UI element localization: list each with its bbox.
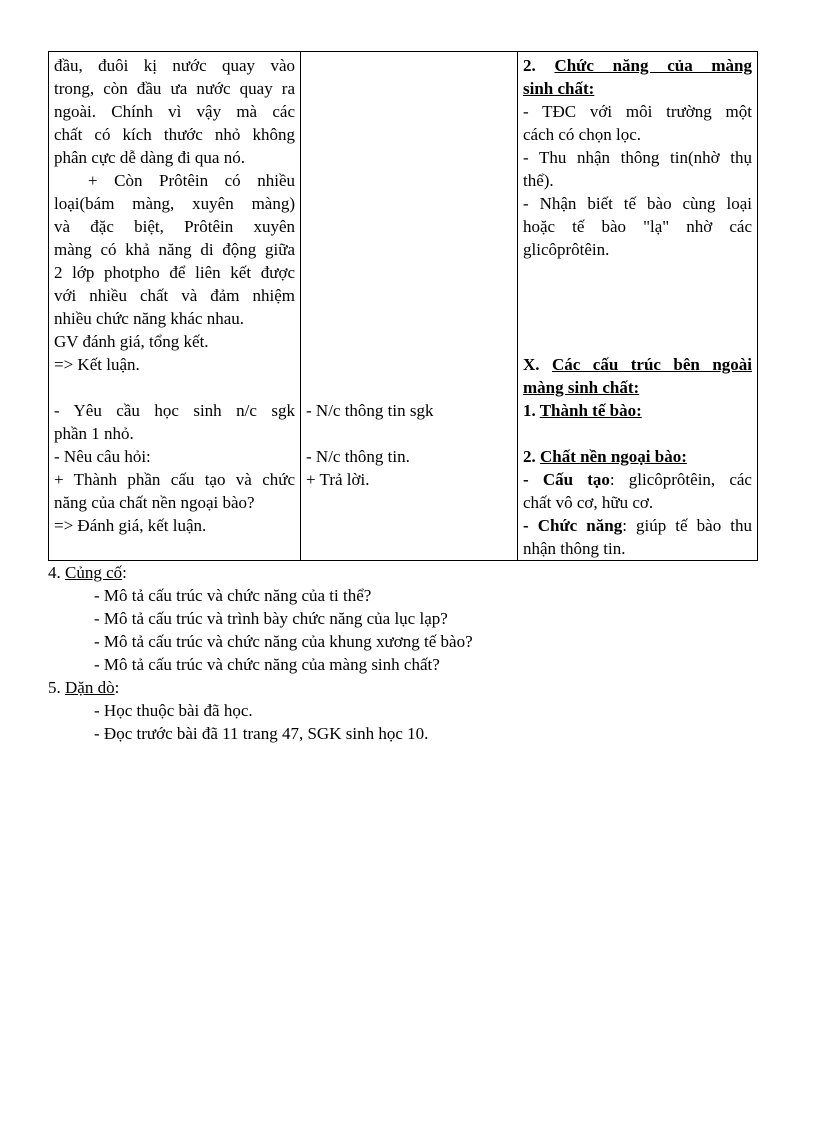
consolidate-section <box>48 561 758 676</box>
teacher-line: đầu, đuôi kị nước quay vào <box>54 56 295 75</box>
teacher-line: trong, còn đầu ưa nước quay ra <box>54 79 295 98</box>
teacher-line: GV đánh giá, tổng kết. <box>54 332 209 351</box>
teacher-line: phân cực dễ dàng đi qua nó. <box>54 148 245 167</box>
teacher-line: phần 1 nhỏ. <box>54 424 134 443</box>
content-line: nhận thông tin. <box>523 539 626 558</box>
teacher-line: nhiều chức năng khác nhau. <box>54 309 245 328</box>
section-heading: 2. Chức năng của màng <box>523 56 752 75</box>
student-line: + Trả lời. <box>306 470 370 489</box>
section-heading-cont: màng sinh chất: <box>523 378 640 397</box>
teacher-line: => Kết luận. <box>54 355 140 374</box>
page <box>48 51 758 745</box>
teacher-line: với nhiều chất và đảm nhiệm <box>54 286 295 305</box>
table-row <box>49 52 758 561</box>
teacher-line: chất có kích thước nhỏ không <box>54 125 295 144</box>
teacher-line: màng có khả năng di động giữa <box>54 240 295 259</box>
teacher-line: và đặc biệt, Prôtêin xuyên <box>54 217 295 236</box>
list-item: - Mô tả cấu trúc và chức năng của ti thể? <box>94 586 372 605</box>
teacher-line: năng của chất nền ngoại bào? <box>54 493 255 512</box>
section-heading-cont: sinh chất: <box>523 79 595 98</box>
list-item: - Mô tả cấu trúc và chức năng của khung xương tế bào? <box>94 632 473 651</box>
subsection-heading: 1. Thành tế bào: <box>523 401 642 420</box>
content-cell <box>518 52 758 561</box>
content-line: - Cấu tạo: glicôprôtêin, các <box>523 470 752 489</box>
content-line: - Chức năng: giúp tế bào thu <box>523 516 752 535</box>
homework-section <box>48 676 758 745</box>
subsection-heading: 2. Chất nền ngoại bào: <box>523 447 687 466</box>
teacher-activity-cell <box>49 52 301 561</box>
consolidate-title: 4. Củng cố: <box>48 563 127 582</box>
teacher-line: - Nêu câu hỏi: <box>54 447 151 466</box>
student-activity-cell <box>301 52 518 561</box>
content-line: cách có chọn lọc. <box>523 125 641 144</box>
list-item: - Đọc trước bài đã 11 trang 47, SGK sinh học 10. <box>94 724 429 743</box>
content-line: chất vô cơ, hữu cơ. <box>523 493 654 512</box>
teacher-line: => Đánh giá, kết luận. <box>54 516 207 535</box>
content-line: - Nhận biết tế bào cùng loại <box>523 194 752 213</box>
list-item: - Học thuộc bài đã học. <box>94 701 253 720</box>
teacher-line: 2 lớp photpho để liên kết được <box>54 263 295 282</box>
teacher-line: + Còn Prôtêin có nhiều <box>88 171 295 190</box>
list-item: - Mô tả cấu trúc và chức năng của màng sinh chất? <box>94 655 440 674</box>
homework-title: 5. Dặn dò: <box>48 678 120 697</box>
list-item: - Mô tả cấu trúc và trình bày chức năng của lục lạp? <box>94 609 448 628</box>
content-line: glicôprôtêin. <box>523 240 610 259</box>
teacher-line: - Yêu cầu học sinh n/c sgk <box>54 401 295 420</box>
lesson-table <box>48 51 758 561</box>
teacher-line: + Thành phần cấu tạo và chức <box>54 470 295 489</box>
student-line: - N/c thông tin sgk <box>306 401 434 420</box>
student-line: - N/c thông tin. <box>306 447 410 466</box>
section-heading: X. Các cấu trúc bên ngoài <box>523 355 752 374</box>
content-line: - Thu nhận thông tin(nhờ thụ <box>523 148 752 167</box>
content-line: hoặc tế bào "lạ" nhờ các <box>523 217 752 236</box>
content-line: - TĐC với môi trường một <box>523 102 752 121</box>
content-line: thể). <box>523 171 554 190</box>
teacher-line: ngoài. Chính vì vậy mà các <box>54 102 295 121</box>
teacher-line: loại(bám màng, xuyên màng) <box>54 194 295 213</box>
